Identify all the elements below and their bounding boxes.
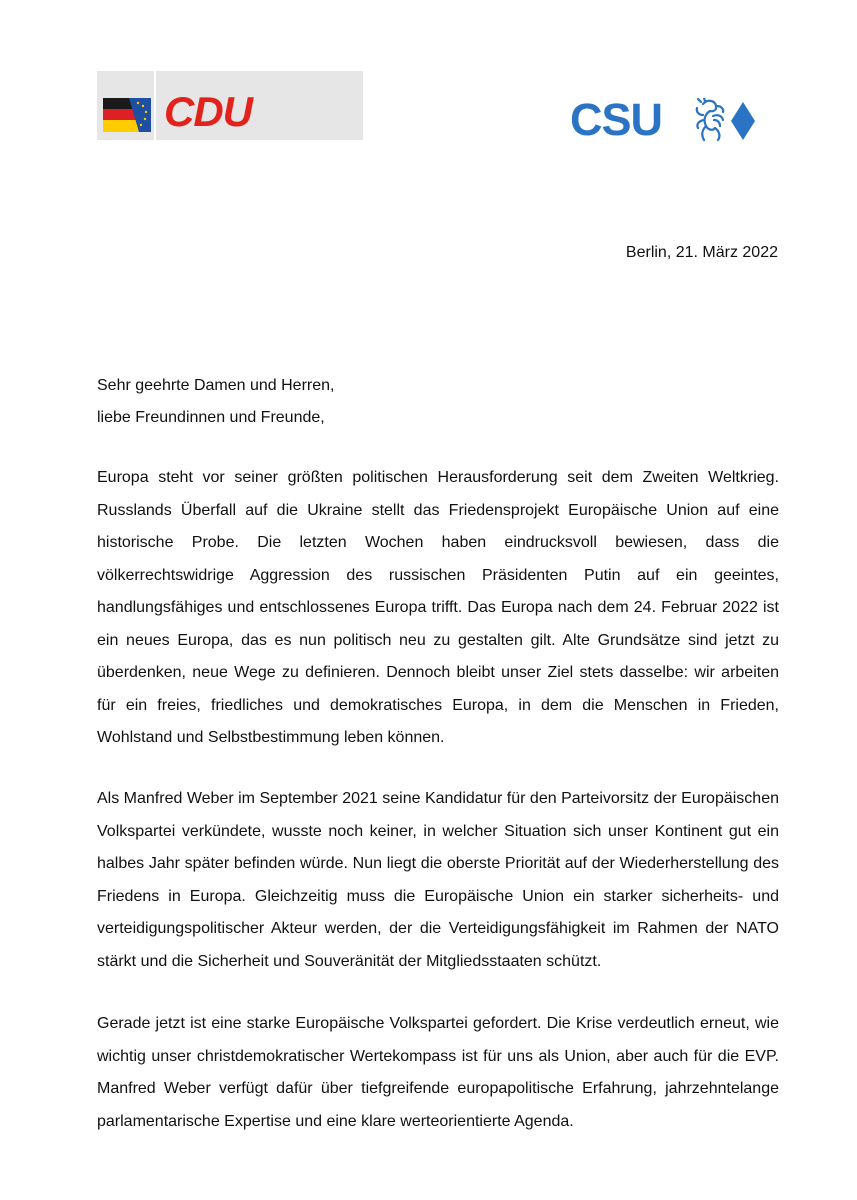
bavarian-diamond-icon — [731, 102, 755, 140]
csu-wordmark: CSU — [570, 94, 663, 145]
salutation-line-2: liebe Freundinnen und Freunde, — [97, 409, 325, 426]
csu-logo — [570, 96, 760, 146]
body-paragraph-3: Gerade jetzt ist eine starke Europäische Volkspartei gefordert. Die Krise verdeutlich erneut, wie wichtig unser christdemokratischer Wertekompass ist für uns als Union, aber auch für die EVP. Manfred Weber verfügt dafür über tiefgreifende europapolitische Erfahrung, jahrzehntelange parlamentarische Expertise und eine klare werteorientierte Agenda. — [97, 1015, 779, 1130]
salutation-line-1: Sehr geehrte Damen und Herren, — [97, 377, 335, 394]
cdu-logo — [97, 71, 363, 140]
body-paragraph-1: Europa steht vor seiner größten politischen Herausforderung seit dem Zweiten Weltkrieg. Russlands Überfall auf die Ukraine stellt das Friedensprojekt Europäische Union auf eine historische Probe. Die letzten Wochen haben eindrucksvoll bewiesen, dass die völkerrechtswidrige Aggression des russischen Präsidenten Putin auf ein geeintes, handlungsfähiges und entschlossenes Europa trifft. Das Europa nach dem 24. Februar 2022 ist ein neues Europa, das es nun politisch neu zu gestalten gilt. Alte Grundsätze sind jetzt zu überdenken, neue Wege zu definieren. Dennoch bleibt unser Ziel stets dasselbe: wir arbeiten für ein freies, friedliches und demokratisches Europa, in dem die Menschen in Frieden, Wohlstand und Selbstbestimmung leben können. — [97, 469, 779, 746]
letter-date: Berlin, 21. März 2022 — [625, 244, 778, 261]
salutation — [97, 370, 334, 434]
germany-eu-flag-icon — [103, 98, 151, 132]
body-paragraph-2: Als Manfred Weber im September 2021 seine Kandidatur für den Parteivorsitz der Europäischen Volkspartei verkündete, wusste noch keiner, in welcher Situation sich unser Kontinent gut ein halbes Jahr später befinden würde. Nun liegt die oberste Priorität auf der Wiederherstellung des Friedens in Europa. Gleichzeitig muss die Europäische Union ein starker sicherheits- und verteidigungspolitischer Akteur werden, der die Verteidigungsfähigkeit im Rahmen der NATO stärkt und die Sicherheit und Souveränität der Mitgliedsstaaten schützt. — [97, 790, 779, 970]
cdu-wordmark: CDU — [164, 88, 252, 135]
lion-icon — [693, 98, 727, 142]
